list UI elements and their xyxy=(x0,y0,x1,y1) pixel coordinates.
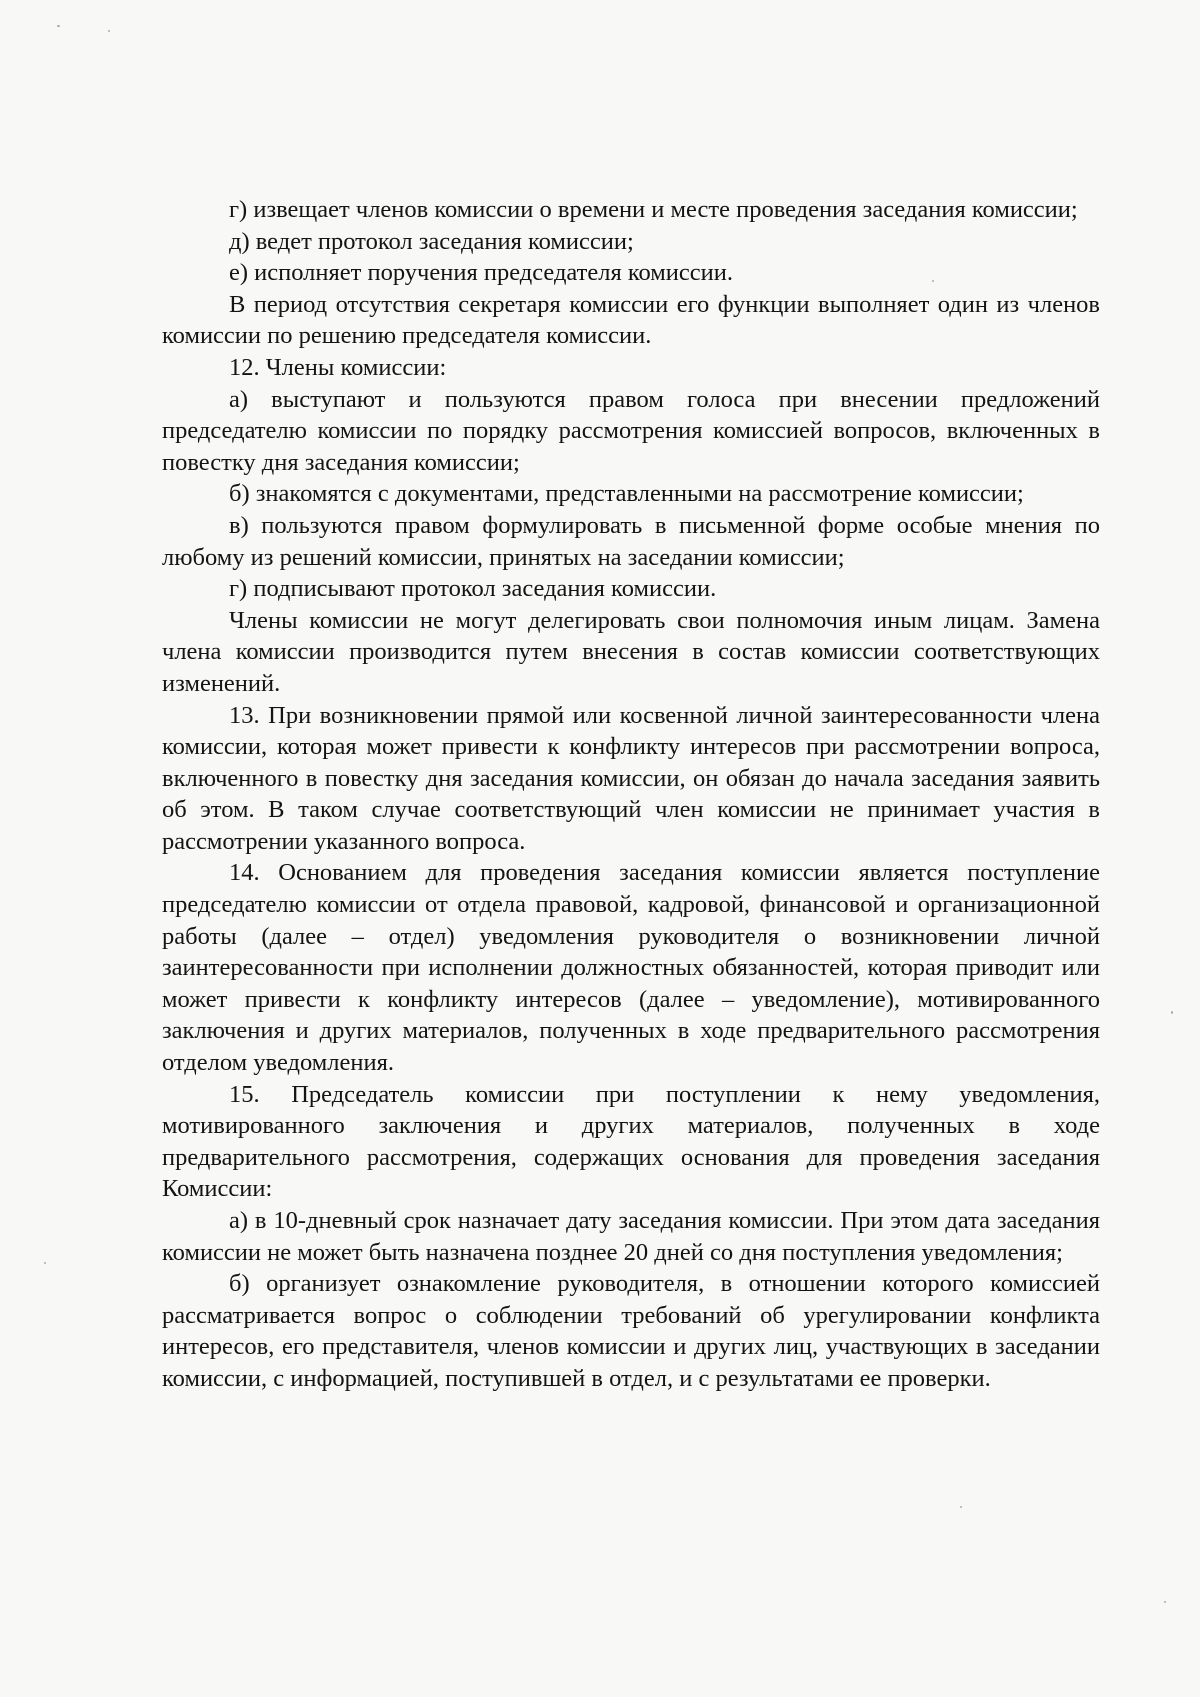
scan-speck xyxy=(108,30,110,32)
paragraph: е) исполняет поручения председателя комиссии. xyxy=(229,259,734,287)
paragraph: 13. При возникновении прямой или косвенной личной заинтересованности члена комиссии, которая может привести к конфликту интересов при рассмотрении вопроса, включенного в повестку дня заседания комиссии, он обязан до начала заседания заявить об этом. В таком случае соответствующий член комиссии не принимает участия в рассмотрении указанного вопроса. xyxy=(162,701,1100,855)
paragraph: 14. Основанием для проведения заседания комиссии является поступление председателю комиссии от отдела правовой, кадровой, финансовой и организационной работы (далее – отдел) уведомления руководителя о возникновении личной заинтересованности при исполнении должностных обязанностей, которая приводит или может привести к конфликту интересов (далее – уведомление), мотивированного заключения и других материалов, полученных в ходе предварительного рассмотрения отделом уведомления. xyxy=(162,859,1100,1077)
document-body xyxy=(162,194,1100,1395)
scan-speck xyxy=(44,1262,46,1264)
scan-speck xyxy=(57,25,60,27)
paragraph: б) организует ознакомление руководителя, в отношении которого комиссией рассматривается вопрос о соблюдении требований об урегулировании конфликта интересов, его представителя, членов комиссии и других лиц, участвующих в заседании комиссии, с информацией, поступившей в отдел, и с результатами ее проверки. xyxy=(162,1270,1100,1392)
scan-speck xyxy=(1171,1011,1173,1014)
paragraph: Члены комиссии не могут делегировать свои полномочия иным лицам. Замена члена комиссии производится путем внесения в состав комиссии соответствующих изменений. xyxy=(162,606,1100,697)
paragraph: а) в 10-дневный срок назначает дату заседания комиссии. При этом дата заседания комиссии не может быть назначена позднее 20 дней со дня поступления уведомления; xyxy=(162,1207,1100,1266)
scan-speck xyxy=(960,1506,962,1508)
paragraph: д) ведет протокол заседания комиссии; xyxy=(229,227,634,255)
paragraph: а) выступают и пользуются правом голоса при внесении предложений председателю комиссии по порядку рассмотрения комиссией вопросов, включенных в повестку дня заседания комиссии; xyxy=(162,385,1100,476)
paragraph: б) знакомятся с документами, представленными на рассмотрение комиссии; xyxy=(229,480,1024,508)
paragraph: в) пользуются правом формулировать в письменной форме особые мнения по любому из решений комиссии, принятых на заседании комиссии; xyxy=(162,511,1100,571)
scan-speck xyxy=(1164,1601,1166,1603)
section-heading: 12. Члены комиссии: xyxy=(229,353,447,381)
paragraph: г) извещает членов комиссии о времени и месте проведения заседания комиссии; xyxy=(229,196,1078,223)
paragraph: 15. Председатель комиссии при поступлении к нему уведомления, мотивированного заключения и других материалов, полученных в ходе предварительного рассмотрения, содержащих основания для проведения заседания Комиссии: xyxy=(162,1080,1100,1203)
paragraph: г) подписывают протокол заседания комиссии. xyxy=(229,575,717,603)
paragraph: В период отсутствия секретаря комиссии его функции выполняет один из членов комиссии по решению председателя комиссии. xyxy=(162,290,1100,350)
